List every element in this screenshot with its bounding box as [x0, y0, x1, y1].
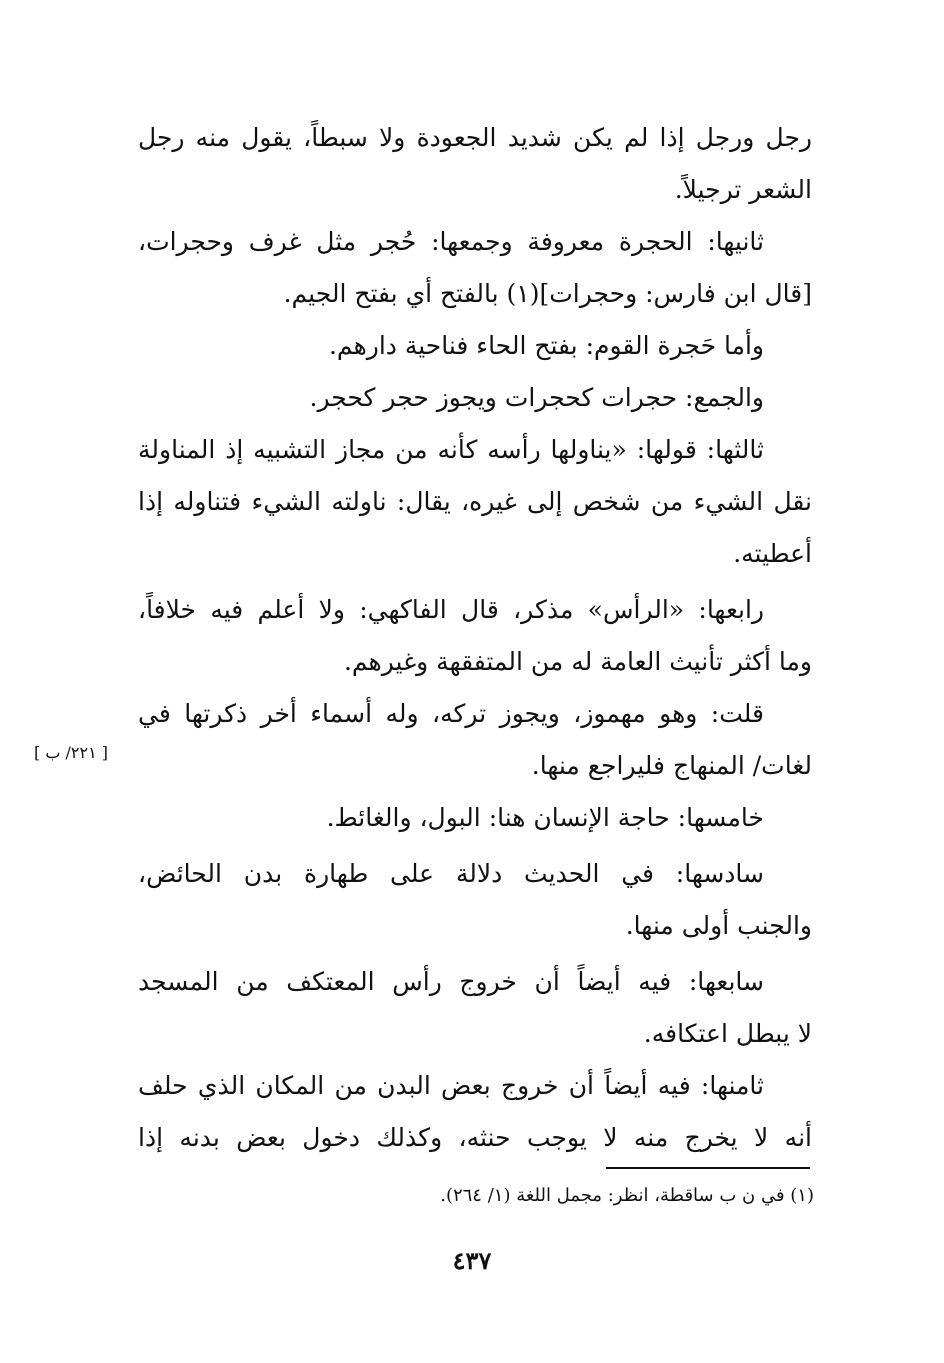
text-line: لغات/ المنهاج فليراجع منها.: [531, 751, 812, 780]
text-line: رجل ورجل إذا لم يكن شديد الجعودة ولا سبطاً، يقول منه رجل: [138, 123, 812, 152]
text-line: قلت: وهو مهموز، ويجوز تركه، وله أسماء أخر ذكرتها في: [138, 699, 764, 728]
text-line: لا يبطل اعتكافه.: [643, 1019, 812, 1048]
text-line: الشعر ترجيلاً.: [674, 175, 812, 204]
text-line: ثامنها: فيه أيضاً أن خروج بعض البدن من المكان الذي حلف: [138, 1071, 764, 1100]
main-text: [138, 112, 812, 1164]
text-line: خامسها: حاجة الإنسان هنا: البول، والغائط.: [326, 803, 764, 832]
text-line: وما أكثر تأنيث العامة له من المتفقهة وغيرهم.: [343, 647, 812, 676]
text-line: سادسها: في الحديث دلالة على طهارة بدن الحائض،: [138, 859, 764, 888]
text-line: نقل الشيء من شخص إلى غيره، يقال: ناولته الشيء فتناوله إذا: [138, 487, 812, 516]
footnote-divider: [606, 1167, 810, 1169]
text-line: ثالثها: قولها: «يناولها رأسه كأنه من مجاز التشبيه إذ المناولة: [138, 435, 764, 464]
margin-folio-reference: [ ٢٢١/ ب ]: [34, 743, 108, 762]
text-line: رابعها: «الرأس» مذكر، قال الفاكهي: ولا أعلم فيه خلافاً،: [138, 595, 764, 624]
text-line: ثانيها: الحجرة معروفة وجمعها: حُجر مثل غرف وحجرات،: [138, 227, 764, 256]
text-line: والجمع: حجرات كحجرات ويجوز حجر كحجر.: [309, 383, 764, 412]
text-line: أنه لا يخرج منه لا يوجب حنثه، وكذلك دخول بعض بدنه إذا: [138, 1123, 812, 1152]
footnote: (١) في ن ب ساقطة، انظر: مجمل اللغة (١/ ٢٦٤).: [440, 1185, 814, 1206]
text-line: والجنب أولى منها.: [625, 911, 812, 940]
text-line: [قال ابن فارس: وحجرات](١) بالفتح أي بفتح الجيم.: [283, 279, 812, 308]
text-line: سابعها: فيه أيضاً أن خروج رأس المعتكف من المسجد: [138, 967, 764, 996]
page-number: ٤٣٧: [452, 1246, 492, 1275]
text-line: أعطيته.: [733, 539, 812, 568]
text-line: وأما حَجرة القوم: بفتح الحاء فناحية دارهم.: [328, 331, 764, 360]
